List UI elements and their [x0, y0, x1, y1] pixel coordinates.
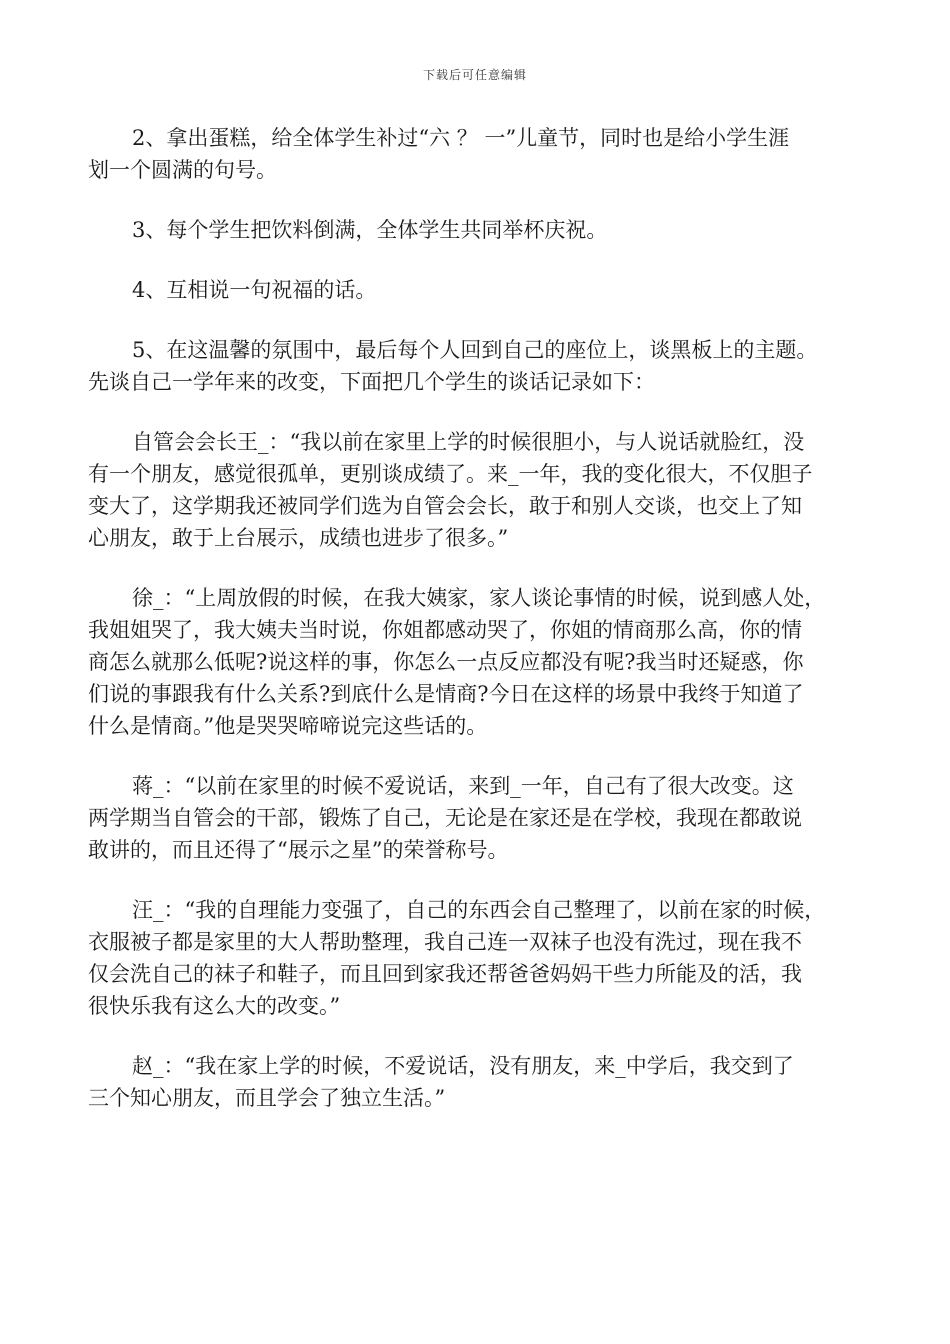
- paragraph-line: 先谈自己一学年来的改变，下面把几个学生的谈话记录如下：: [88, 370, 655, 394]
- paragraph-item-2: [88, 122, 858, 186]
- document-body: [88, 122, 858, 1142]
- paragraph-line: 徐_：“上周放假的时候，在我大姨家，家人谈论事情的时候，说到感人处，: [132, 586, 826, 610]
- paragraph-item-4: [88, 274, 858, 306]
- paragraph-line: 自管会会长王_：“我以前在家里上学的时候很胆小，与人说话就脸红，没: [132, 430, 805, 454]
- paragraph-line: 什么是情商。”他是哭哭啼啼说完这些话的。: [88, 714, 488, 738]
- paragraph-line: 心朋友，敢于上台展示，成绩也进步了很多。”: [88, 526, 509, 550]
- paragraph-line: 衣服被子都是家里的大人帮助整理，我自己连一双袜子也没有洗过，现在我不: [88, 930, 802, 954]
- quote-wang: [88, 426, 858, 554]
- paragraph-line: 汪_：“我的自理能力变强了，自己的东西会自己整理了，以前在家的时候，: [132, 898, 826, 922]
- quote-jiang: [88, 770, 858, 866]
- page-header: 下载后可任意编辑: [422, 68, 527, 82]
- quote-wang2: [88, 894, 858, 1022]
- paragraph-line: 变大了，这学期我还被同学们选为自管会会长，敢于和别人交谈，也交上了知: [88, 494, 802, 518]
- paragraph-line: 4、互相说一句祝福的话。: [132, 278, 377, 302]
- paragraph-line: 商怎么就那么低呢?说这样的事，你怎么一点反应都没有呢?我当时还疑惑，你: [88, 650, 804, 674]
- paragraph-line: 5、在这温馨的氛围中，最后每个人回到自己的座位上，谈黑板上的主题。: [132, 338, 818, 362]
- paragraph-line: 划一个圆满的句号。: [88, 158, 277, 182]
- paragraph-line: 很快乐我有这么大的改变。”: [88, 994, 341, 1018]
- paragraph-line: 赵_：“我在家上学的时候，不爱说话，没有朋友，来_中学后，我交到了: [132, 1054, 794, 1078]
- paragraph-line: 蒋_：“以前在家里的时候不爱说话，来到_一年，自己有了很大改变。这: [132, 774, 794, 798]
- paragraph-line: 有一个朋友，感觉很孤单，更别谈成绩了。来_一年，我的变化很大，不仅胆子: [88, 462, 813, 486]
- quote-xu: [88, 582, 858, 742]
- paragraph-item-3: [88, 214, 858, 246]
- quote-zhao: [88, 1050, 858, 1114]
- paragraph-line: 2、拿出蛋糕，给全体学生补过“六 ？ 一”儿童节，同时也是给小学生涯: [132, 126, 790, 150]
- paragraph-line: 仅会洗自己的袜子和鞋子，而且回到家我还帮爸爸妈妈干些力所能及的活，我: [88, 962, 802, 986]
- paragraph-line: 三个知心朋友，而且学会了独立生活。”: [88, 1086, 446, 1110]
- paragraph-line: 我姐姐哭了，我大姨夫当时说，你姐都感动哭了，你姐的情商那么高，你的情: [88, 618, 802, 642]
- paragraph-line: 们说的事跟我有什么关系?到底什么是情商?今日在这样的场景中我终于知道了: [88, 682, 804, 706]
- paragraph-line: 敢讲的，而且还得了“展示之星”的荣誉称号。: [88, 838, 509, 862]
- paragraph-line: 两学期当自管会的干部，锻炼了自己，无论是在家还是在学校，我现在都敢说: [88, 806, 802, 830]
- paragraph-item-5: [88, 334, 858, 398]
- paragraph-line: 3、每个学生把饮料倒满，全体学生共同举杯庆祝。: [132, 218, 608, 242]
